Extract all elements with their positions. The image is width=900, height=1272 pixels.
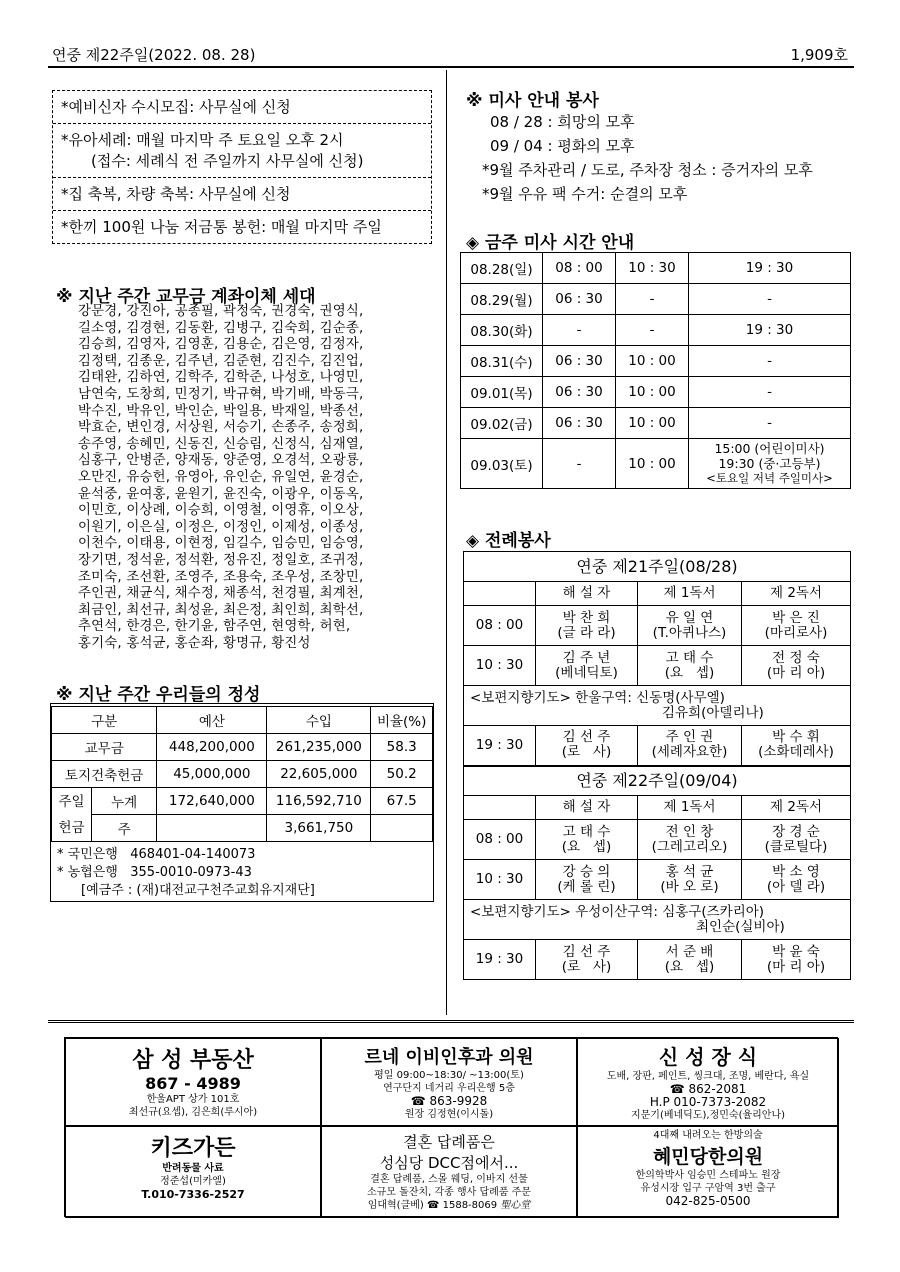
lit-commentator (536, 646, 638, 686)
name-line: 송주영, 송혜민, 신동진, 신승림, 신정식, 심재열, (78, 436, 364, 452)
lit-reader2 (742, 820, 851, 860)
ad-ent-director: 원장 김정현(이시돌) (404, 1109, 494, 1120)
mass-service-list (482, 110, 813, 206)
name-line: 길소영, 김경현, 김동환, 김병구, 김숙희, 김순종, (78, 320, 364, 336)
lit-baptismal-name: (소화데레사) (758, 744, 834, 761)
sunday-label-1: 주일 (58, 793, 85, 810)
ad-bakery (321, 1126, 577, 1218)
mass-date: 08.28(일) (461, 253, 543, 284)
mass-time-saturday (689, 439, 851, 489)
ad-kids-phone: T.010-7336-2527 (141, 1188, 245, 1201)
lit-reader1 (638, 820, 742, 860)
lit-blank (464, 582, 536, 606)
lit-reader2 (742, 860, 851, 900)
col-commentator: 해 설 자 (536, 796, 638, 820)
lit-name: 강 승 의 (562, 863, 611, 880)
lit-name: 장 경 순 (772, 823, 820, 840)
service-line: 09 / 04 : 평화의 모후 (490, 137, 635, 155)
col-income: 수입 (267, 707, 371, 734)
row-sub-cumulative: 누계 (92, 788, 157, 815)
name-line: 김정택, 김종운, 김주년, 김준현, 김진수, 김진업, (78, 353, 364, 369)
cell-ratio: 50.2 (371, 761, 433, 788)
week21-title: 연중 제21주일(08/28) (464, 552, 851, 582)
lit-baptismal-name: (마 리 아) (766, 958, 826, 975)
mass-times-table (460, 252, 851, 489)
prayer-line2: 김유희(아델리나) (662, 704, 764, 721)
cell-income: 3,661,750 (267, 815, 371, 842)
offering-panel (50, 703, 434, 902)
mass-time: - (689, 284, 851, 315)
cell-ratio-empty (371, 815, 433, 842)
lit-baptismal-name: (베네딕토) (555, 664, 618, 681)
lit-name: 홍 석 균 (665, 863, 714, 880)
ad-oriental-phone: 042-825-0500 (665, 1194, 751, 1208)
ad-realestate-phone: 867 - 4989 (145, 1074, 241, 1093)
notice-baptism-line: *유아세례: 매월 마지막 주 토요일 오후 2시 (61, 131, 344, 150)
name-line: 김태완, 김하연, 김학주, 김학준, 나성호, 나영민, (78, 370, 364, 386)
ads-divider (48, 1020, 854, 1023)
mass-time: 10 : 00 (616, 377, 689, 408)
cell-budget: 45,000,000 (157, 761, 267, 788)
lit-baptismal-name: (클로틸다) (764, 838, 828, 855)
sat-vigil-note: <토요일 저녁 주일미사> (706, 471, 833, 485)
lit-name: 김 선 주 (562, 943, 611, 960)
lit-commentator (536, 820, 638, 860)
lit-baptismal-name: (그레고리오) (651, 838, 728, 855)
lit-time: 08 : 00 (464, 820, 536, 860)
lit-reader1 (638, 606, 742, 646)
ad-interior-mobile: H.P 010-7373-2082 (649, 1095, 767, 1109)
ad-kids-owner: 정준섭(미카엘) (160, 1176, 226, 1187)
service-line: *9월 주차관리 / 도로, 주차장 청소 : 증거자의 모후 (482, 161, 813, 179)
ad-ent-clinic (321, 1038, 577, 1126)
prayer-line1: <보편지향기도> 우성이산구역: 심홍구(즈카리아) (470, 903, 765, 920)
mass-times-title: ◈ 금주 미사 시간 안내 (466, 233, 635, 253)
ads-panel (64, 1037, 838, 1217)
cell-budget-empty (157, 815, 267, 842)
lit-baptismal-name: (요 셉) (561, 838, 612, 855)
ad-interior (577, 1038, 839, 1126)
ad-interior-owners: 지문기(베네딕도),정민숙(율리안나) (630, 1110, 786, 1121)
lit-reader2 (742, 726, 851, 766)
lit-time: 08 : 00 (464, 606, 536, 646)
ad-ent-phone: ☎ 863-9928 (410, 1094, 488, 1108)
mass-time: 08 : 00 (543, 253, 616, 284)
lit-name: 고 태 수 (665, 649, 714, 666)
bank-nh: * 농협은행 355-0010-0973-43 (57, 865, 252, 880)
ad-bakery-line1: 결혼 답례품, 스몰 웨딩, 이바지 선물 (370, 1174, 528, 1185)
name-line: 홍기숙, 홍석균, 홍순좌, 황명규, 황진성 (78, 635, 311, 651)
lit-baptismal-name: (요 셉) (664, 664, 715, 681)
col-category: 구분 (52, 707, 157, 734)
lit-prayer (464, 900, 851, 940)
lit-name: 박 소 영 (772, 863, 820, 880)
mass-time: 19 : 30 (689, 315, 851, 346)
mass-time: 06 : 30 (543, 284, 616, 315)
mass-date: 09.02(금) (461, 408, 543, 439)
mass-time: 10 : 30 (616, 253, 689, 284)
header-divider (48, 66, 854, 68)
mass-time: - (689, 408, 851, 439)
col-budget: 예산 (157, 707, 267, 734)
lit-name: 김 주 년 (562, 649, 611, 666)
lit-baptismal-name: (케 롤 린) (557, 878, 616, 895)
lit-name: 전 정 숙 (772, 649, 820, 666)
bulletin-date: 연중 제22주일(2022. 08. 28) (52, 46, 256, 64)
mass-row (461, 408, 851, 439)
lit-name: 박 수 휘 (772, 729, 820, 746)
ad-kids-name: 키즈가든 (150, 1136, 236, 1161)
row-label-sunday (52, 788, 92, 842)
lit-baptismal-name: (로 사) (561, 744, 612, 761)
ad-bakery-title2: 성심당 DCC점에서... (379, 1154, 519, 1172)
mass-time: 10 : 00 (616, 439, 689, 489)
sat-youth-mass: 19:30 (중·고등부) (718, 456, 821, 471)
mass-service-title: ※ 미사 안내 봉사 (466, 91, 599, 111)
lit-baptismal-name: (요 셉) (664, 958, 715, 975)
col-reading2: 제 2독서 (742, 582, 851, 606)
mass-time: 19 : 30 (689, 253, 851, 284)
lit-reader2 (742, 940, 851, 980)
mass-row (461, 439, 851, 489)
column-divider (446, 70, 447, 1015)
col-reading2: 제 2독서 (742, 796, 851, 820)
lit-baptismal-name: (글 라 라) (557, 624, 616, 641)
service-line: *9월 우유 팩 수거: 순결의 모후 (482, 185, 688, 203)
ad-oriental-tagline: 4대째 내려오는 한방의술 (653, 1130, 763, 1141)
name-line: 박효순, 변인경, 서상원, 서승기, 손종주, 송정희, (78, 420, 364, 436)
lit-reader1 (638, 940, 742, 980)
lit-name: 고 태 수 (562, 823, 611, 840)
name-line: 추연석, 한경은, 한기윤, 함주연, 현영학, 허현, (78, 619, 351, 635)
row-label: 토지건축헌금 (52, 761, 157, 788)
ad-bakery-contact (322, 1199, 576, 1212)
cell-budget: 448,200,000 (157, 734, 267, 761)
lit-name: 서 준 배 (665, 943, 714, 960)
ad-oriental-clinic (577, 1126, 839, 1218)
ad-ent-address: 연구단지 네거리 우리은행 5층 (383, 1083, 515, 1094)
lit-name: 주 인 권 (665, 729, 714, 746)
mass-time: 06 : 30 (543, 346, 616, 377)
name-line: 조미숙, 조선환, 조영주, 조용숙, 조우성, 조창민, (78, 569, 364, 585)
mass-date: 08.31(수) (461, 346, 543, 377)
col-reading1: 제 1독서 (638, 582, 742, 606)
ad-kids-product: 반려동물 사료 (162, 1163, 224, 1174)
mass-row (461, 253, 851, 284)
liturgy-title: ◈ 전례봉사 (466, 531, 551, 551)
name-line: 강문경, 강진아, 공종필, 곽정숙, 권경숙, 권영식, (78, 304, 364, 319)
lit-prayer (464, 686, 851, 726)
bank-info (51, 842, 433, 900)
mass-row (461, 315, 851, 346)
mass-date: 08.30(화) (461, 315, 543, 346)
row-label: 교무금 (52, 734, 157, 761)
row-sub-week: 주 (92, 815, 157, 842)
lit-reader1 (638, 646, 742, 686)
name-line: 오만진, 유승헌, 유영아, 유인순, 유일연, 윤경순, (78, 469, 364, 485)
ad-interior-services: 도배, 장판, 페인트, 씽크대, 조명, 베란다, 욕실 (606, 1071, 810, 1082)
cell-ratio: 58.3 (371, 734, 433, 761)
lit-reader1 (638, 726, 742, 766)
lit-time: 19 : 30 (464, 940, 536, 980)
name-line: 남연숙, 도창희, 민정기, 박규혁, 박기배, 박동극, (78, 386, 364, 402)
lit-time: 10 : 30 (464, 646, 536, 686)
name-line: 박수진, 박유인, 박인순, 박일용, 박재일, 박종선, (78, 403, 364, 419)
notice-box (52, 90, 432, 244)
lit-baptismal-name: (아 델 라) (766, 878, 826, 895)
lit-name: 전 인 창 (665, 823, 714, 840)
name-line: 윤석중, 윤여홍, 윤원기, 윤진숙, 이광우, 이동옥, (78, 486, 364, 502)
lit-time: 10 : 30 (464, 860, 536, 900)
lit-reader2 (742, 606, 851, 646)
mass-time: - (689, 377, 851, 408)
lit-name: 박 윤 숙 (772, 943, 820, 960)
lit-baptismal-name: (바 오 로) (660, 878, 719, 895)
cell-income: 116,592,710 (267, 788, 371, 815)
mass-time: 06 : 30 (543, 377, 616, 408)
lit-baptismal-name: (로 사) (561, 958, 612, 975)
ad-bakery-logo: 聖心堂 (500, 1200, 531, 1211)
name-line: 장기면, 정석윤, 정석환, 정유진, 정일호, 조귀정, (78, 552, 364, 568)
name-line: 이원기, 이은실, 이정은, 이정인, 이제성, 이종성, (78, 519, 364, 535)
offering-title: ※ 지난 주간 우리들의 정성 (56, 685, 261, 705)
name-line: 이천수, 이태용, 이현정, 임길수, 임승민, 임승영, (78, 536, 364, 552)
notice-baptism-note: (접수: 세례식 전 주일까지 사무실에 신청) (91, 151, 364, 170)
lit-name: 유 일 연 (665, 609, 714, 626)
lit-reader1 (638, 860, 742, 900)
cell-budget: 172,640,000 (157, 788, 267, 815)
bank-kb: * 국민은행 468401-04-140073 (57, 847, 256, 862)
mass-time: 10 : 00 (616, 346, 689, 377)
ad-ent-name: 르네 이비인후과 의원 (364, 1047, 534, 1068)
sunday-label-2: 헌금 (58, 819, 85, 836)
prayer-line1: <보편지향기도> 한울구역: 신동명(사무엘) (470, 689, 725, 706)
lit-commentator (536, 606, 638, 646)
lit-commentator (536, 860, 638, 900)
name-line: 이민호, 이상례, 이승희, 이영철, 이영휴, 이오상, (78, 503, 364, 519)
ad-oriental-location: 유성시장 입구 구암역 3번 출구 (640, 1183, 776, 1194)
mass-time: - (616, 315, 689, 346)
notice-blessing: *집 축복, 차량 축복: 사무실에 신청 (53, 178, 431, 211)
ad-interior-phone: ☎ 862-2081 (669, 1082, 747, 1096)
cell-income: 22,605,000 (267, 761, 371, 788)
ad-interior-name: 신 성 장 식 (658, 1045, 758, 1069)
ad-bakery-title1: 결혼 답례품은 (403, 1133, 495, 1151)
mass-row (461, 284, 851, 315)
lit-baptismal-name: (세례자요한) (651, 744, 728, 761)
prayer-line2: 최인순(실비아) (696, 918, 785, 935)
lit-name: 박 찬 희 (562, 609, 611, 626)
liturgy-table (463, 551, 851, 980)
lit-baptismal-name: (T.아퀴나스) (652, 624, 727, 641)
cell-income: 261,235,000 (267, 734, 371, 761)
ad-realestate-location: 한울APT 상가 101호 (146, 1094, 240, 1105)
mass-time: - (543, 439, 616, 489)
lit-reader2 (742, 646, 851, 686)
mass-date: 09.03(토) (461, 439, 543, 489)
ad-realestate (65, 1038, 321, 1126)
ad-bakery-line2: 소규모 돌잔치, 각종 행사 답례품 주문 (367, 1187, 531, 1198)
mass-time: - (616, 284, 689, 315)
cell-ratio: 67.5 (371, 788, 433, 815)
name-line: 주인권, 채균식, 채수정, 채종석, 천경필, 최계천, (78, 586, 364, 602)
sat-children-mass: 15:00 (어린이미사) (714, 441, 825, 456)
mass-time: - (689, 346, 851, 377)
col-ratio: 비율(%) (371, 707, 433, 734)
lit-name: 김 선 주 (562, 729, 611, 746)
service-line: 08 / 28 : 희망의 모후 (490, 113, 635, 131)
name-line: 김승희, 김영자, 김영훈, 김용순, 김은영, 김정자, (78, 337, 364, 353)
offering-table (51, 706, 433, 842)
ad-kids-garden (65, 1126, 321, 1218)
lit-commentator (536, 726, 638, 766)
mass-row (461, 377, 851, 408)
notice-infant-baptism (53, 124, 431, 178)
mass-date: 09.01(목) (461, 377, 543, 408)
notice-catechumen: *예비신자 수시모집: 사무실에 신청 (53, 91, 431, 124)
name-line: 최금인, 최선규, 최성윤, 최은정, 최인희, 최학선, (78, 602, 364, 618)
transfer-names (78, 304, 438, 652)
ad-bakery-phone: 임대혁(클베) ☎ 1588-8069 (367, 1200, 498, 1211)
ad-oriental-name: 혜민당한의원 (652, 1146, 764, 1168)
lit-baptismal-name: (마리로사) (764, 624, 828, 641)
ad-oriental-director: 한의학박사 임승민 스테파노 원장 (635, 1170, 781, 1181)
issue-number: 1,909호 (790, 46, 848, 64)
ad-realestate-owners: 최선규(요셉), 김은희(루시아) (128, 1107, 258, 1118)
transfer-title: ※ 지난 주간 교무금 계좌이체 세대 (56, 287, 316, 307)
week22-title: 연중 제22주일(09/04) (464, 766, 851, 796)
mass-row (461, 346, 851, 377)
col-reading1: 제 1독서 (638, 796, 742, 820)
lit-time: 19 : 30 (464, 726, 536, 766)
mass-time: 10 : 00 (616, 408, 689, 439)
lit-name: 박 은 진 (772, 609, 820, 626)
ad-realestate-name: 삼 성 부동산 (132, 1048, 254, 1073)
lit-blank (464, 796, 536, 820)
mass-date: 08.29(월) (461, 284, 543, 315)
lit-baptismal-name: (마 리 아) (766, 664, 826, 681)
account-holder: [예금주 : (재)대전교구천주교회유지재단] (81, 883, 315, 898)
mass-time: - (543, 315, 616, 346)
notice-coin-bank: *한끼 100원 나눔 저금통 봉헌: 매월 마지막 주일 (61, 218, 382, 236)
name-line: 심홍구, 안병준, 양재동, 양준영, 오경석, 오광룡, (78, 453, 364, 469)
mass-time: 06 : 30 (543, 408, 616, 439)
col-commentator: 해 설 자 (536, 582, 638, 606)
lit-commentator (536, 940, 638, 980)
ad-ent-hours: 평일 09:00~18:30/ ~13:00(토) (374, 1070, 524, 1081)
